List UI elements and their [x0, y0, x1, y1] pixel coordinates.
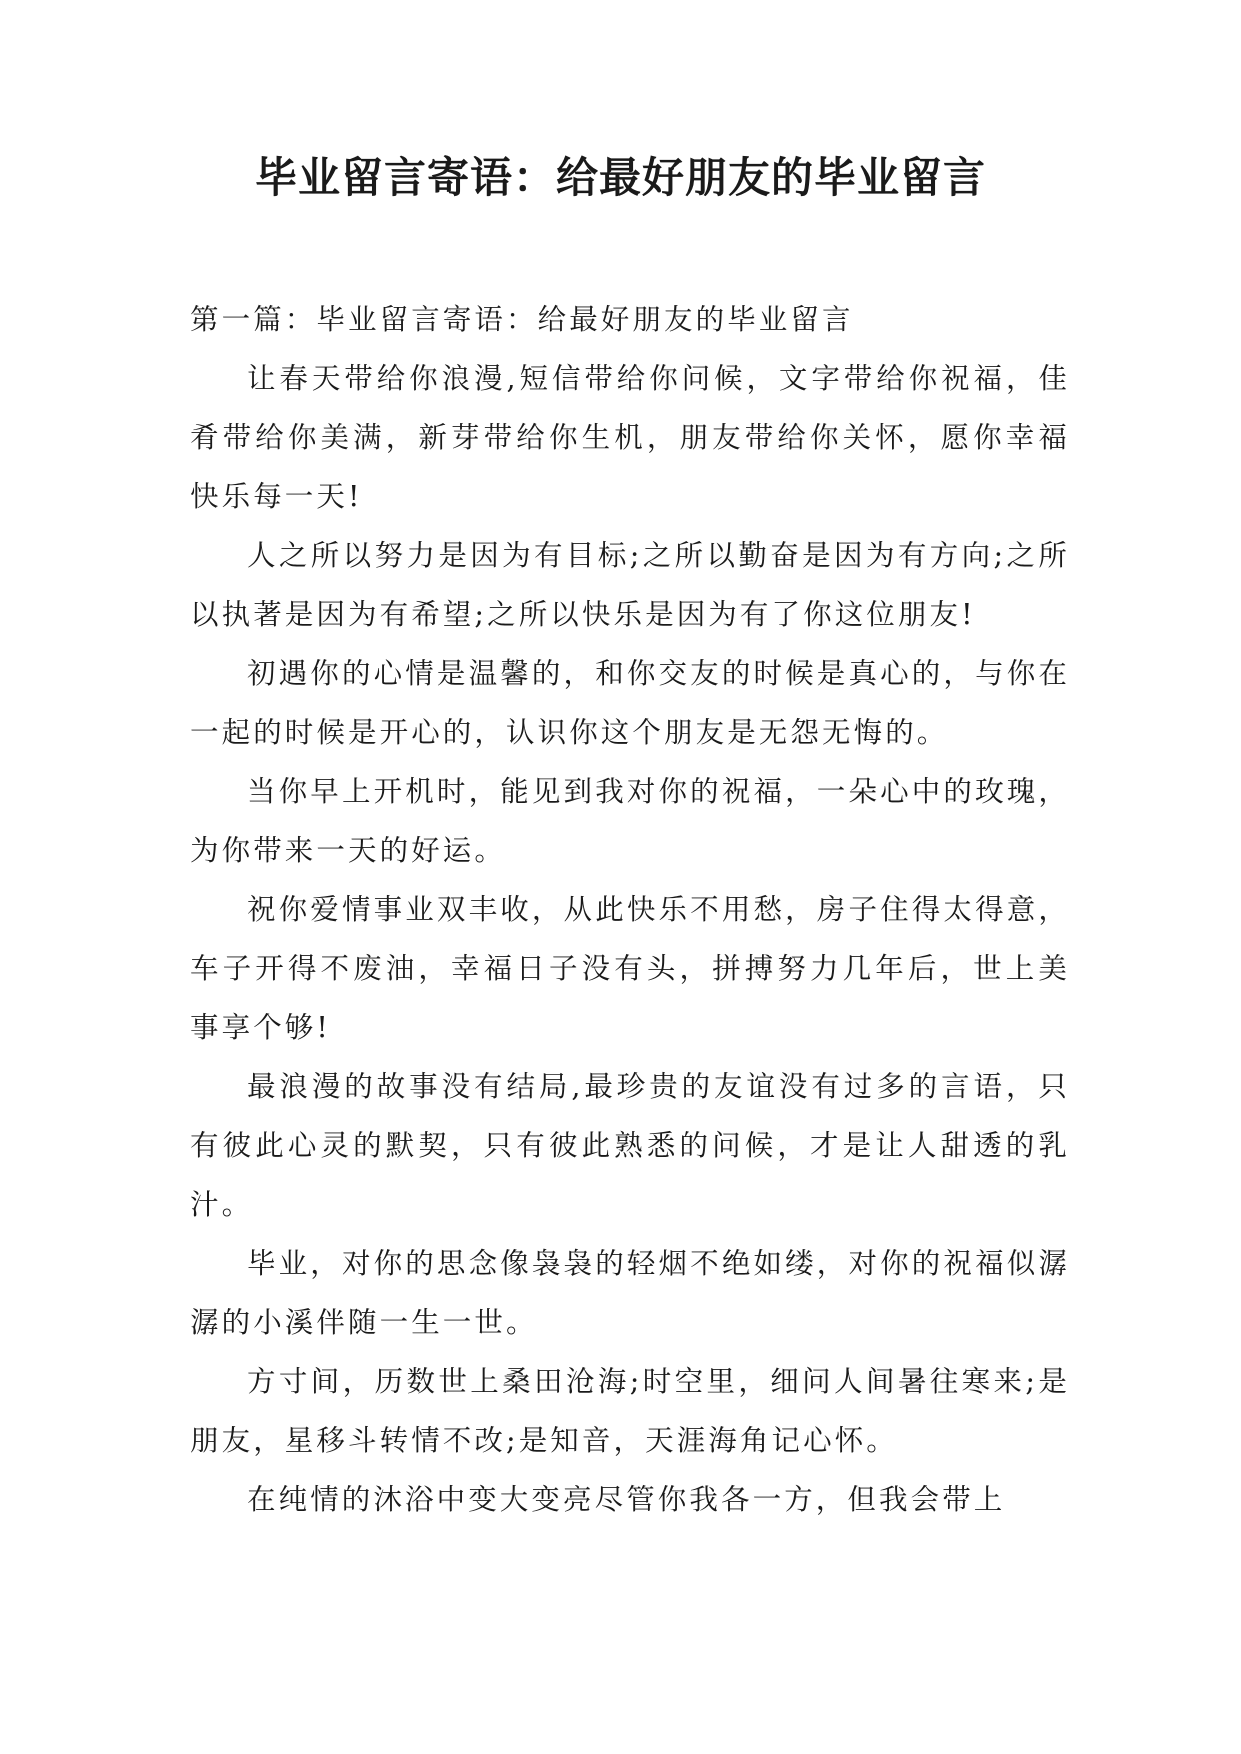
paragraph: 在纯情的沐浴中变大变亮尽管你我各一方，但我会带上 — [247, 1483, 1006, 1516]
document-title: 毕业留言寄语：给最好朋友的毕业留言 — [254, 153, 986, 202]
paragraph: 最浪漫的故事没有结局,最珍贵的友谊没有过多的言语，只有彼此心灵的默契，只有彼此熟悉的问候，才是让人甜透的乳汁。 — [190, 1070, 1070, 1221]
paragraph: 初遇你的心情是温馨的，和你交友的时候是真心的，与你在一起的时候是开心的，认识你这个朋友是无怨无悔的。 — [190, 657, 1070, 749]
paragraph: 当你早上开机时，能见到我对你的祝福，一朵心中的玫瑰，为你带来一天的好运。 — [190, 775, 1070, 867]
section-heading: 第一篇：毕业留言寄语：给最好朋友的毕业留言 — [190, 303, 854, 336]
paragraph: 让春天带给你浪漫,短信带给你问候，文字带给你祝福，佳肴带给你美满，新芽带给你生机，朋友带给你关怀，愿你幸福快乐每一天! — [190, 362, 1070, 513]
paragraph: 毕业，对你的思念像袅袅的轻烟不绝如缕，对你的祝福似潺潺的小溪伴随一生一世。 — [190, 1247, 1070, 1339]
paragraph: 方寸间，历数世上桑田沧海;时空里，细问人间暑往寒来;是朋友，星移斗转情不改;是知音，天涯海角记心怀。 — [190, 1365, 1070, 1457]
paragraph: 祝你爱情事业双丰收，从此快乐不用愁，房子住得太得意，车子开得不废油，幸福日子没有头，拼搏努力几年后，世上美事享个够! — [190, 893, 1070, 1044]
document-body — [190, 290, 1070, 1529]
paragraph: 人之所以努力是因为有目标;之所以勤奋是因为有方向;之所以执著是因为有希望;之所以快乐是因为有了你这位朋友! — [190, 539, 1070, 631]
